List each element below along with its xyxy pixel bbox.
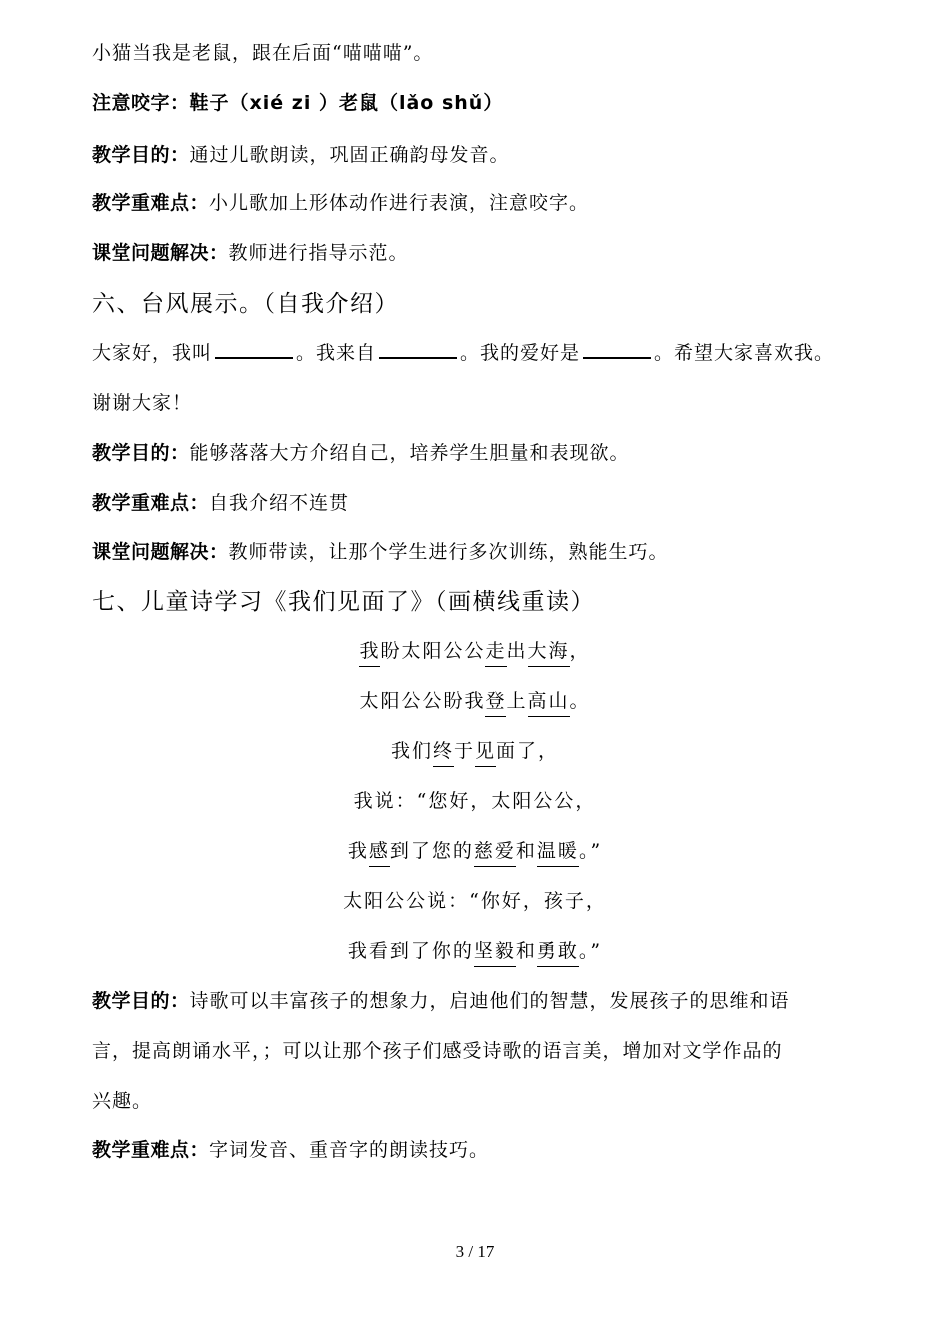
key-text: 字词发音、重音字的朗读技巧。 [209,1139,490,1161]
poem-text: 我看到了你的 [347,940,474,962]
stressed-word: 温暖 [537,840,579,867]
poem-line [0,736,950,763]
solution-1 [92,238,409,265]
poem-line [0,836,950,863]
key-label: 教学重难点： [92,192,210,214]
poem-text: 上 [506,690,528,712]
goal-label: 教学目的： [92,990,190,1012]
pronunciation-text: 鞋子（xié zi ）老鼠（lǎo shǔ） [189,92,504,114]
poem-text: 面了， [496,740,560,762]
solution-2 [92,537,669,564]
stressed-word: 感 [369,840,390,867]
self-intro-thanks: 谢谢大家！ [92,392,193,414]
self-intro-line: 大家好，我叫 。我来自 。我的爱好是 。希望大家喜欢我。 [92,338,834,365]
key-text: 小儿歌加上形体动作进行表演，注意咬字。 [209,192,590,214]
poem-text: 和 [515,840,537,862]
poem-text: 于 [453,740,475,762]
stressed-word: 见 [475,740,496,767]
goal-3 [92,986,790,1013]
poem-text: 出 [506,640,528,662]
poem-line [0,786,950,813]
poem-text: 。” [578,840,603,862]
section-7-heading: 七、儿童诗学习《我们见面了》（画横线重读） [92,589,595,615]
key-3 [92,1135,489,1162]
pronunciation-note [92,88,503,115]
section-6-heading: 六、台风展示。（自我介绍） [92,291,399,317]
key-label: 教学重难点： [92,492,210,514]
stressed-word: 终 [433,740,454,767]
poem-text: 我说：“您好，太阳公公， [353,790,597,812]
goal-1 [92,140,510,167]
poem-text: 我 [347,840,369,862]
key-2 [92,488,349,515]
poem-line [0,886,950,913]
stressed-word: 勇敢 [537,940,579,967]
goal-text: 通过儿歌朗读，巩固正确韵母发音。 [189,144,510,166]
goal-2 [92,438,630,465]
name-blank [215,339,293,359]
poem-line [0,936,950,963]
goal-label: 教学目的： [92,144,190,166]
stressed-word: 高山 [528,690,570,717]
poem-line [0,686,950,713]
poem-text: 。 [569,690,591,712]
poem-text: 太阳公公盼我 [359,690,486,712]
rhyme-line: 小猫当我是老鼠，跟在后面“喵喵喵”。 [92,42,434,64]
stressed-word: 慈爱 [474,840,516,867]
goal-3-cont: 言，提高朗诵水平，；可以让那个孩子们感受诗歌的语言美，增加对文学作品的 [92,1040,783,1062]
poem-text: 我们 [390,740,433,762]
solution-text: 教师带读，让那个学生进行多次训练，熟能生巧。 [228,541,669,563]
stressed-word: 我 [359,640,380,667]
key-1 [92,188,589,215]
goal-3-end: 兴趣。 [92,1090,153,1112]
poem-text: 太阳公公说：“你好，孩子， [343,890,607,912]
poem-text: 盼太阳公公 [380,640,486,662]
solution-label: 课堂问题解决： [92,541,229,563]
solution-label: 课堂问题解决： [92,242,229,264]
pronunciation-label: 注意咬字： [92,92,190,114]
poem-text: 。” [578,940,603,962]
stressed-word: 坚毅 [474,940,516,967]
goal-label: 教学目的： [92,442,190,464]
hobby-blank [583,339,651,359]
page-number: 3 / 17 [455,1242,495,1261]
poem-text: 到了您的 [389,840,474,862]
poem-text: 和 [515,940,537,962]
stressed-word: 大海 [528,640,570,667]
stressed-word: 登 [485,690,506,717]
solution-text: 教师进行指导示范。 [228,242,409,264]
poem-line [0,636,950,663]
poem-text: ， [569,640,591,662]
key-text: 自我介绍不连贯 [209,492,350,514]
goal-text: 诗歌可以丰富孩子的想象力，启迪他们的智慧，发展孩子的思维和语 [189,990,790,1012]
goal-text: 能够落落大方介绍自己，培养学生胆量和表现欲。 [189,442,630,464]
hometown-blank [379,339,457,359]
key-label: 教学重难点： [92,1139,210,1161]
stressed-word: 走 [485,640,506,667]
